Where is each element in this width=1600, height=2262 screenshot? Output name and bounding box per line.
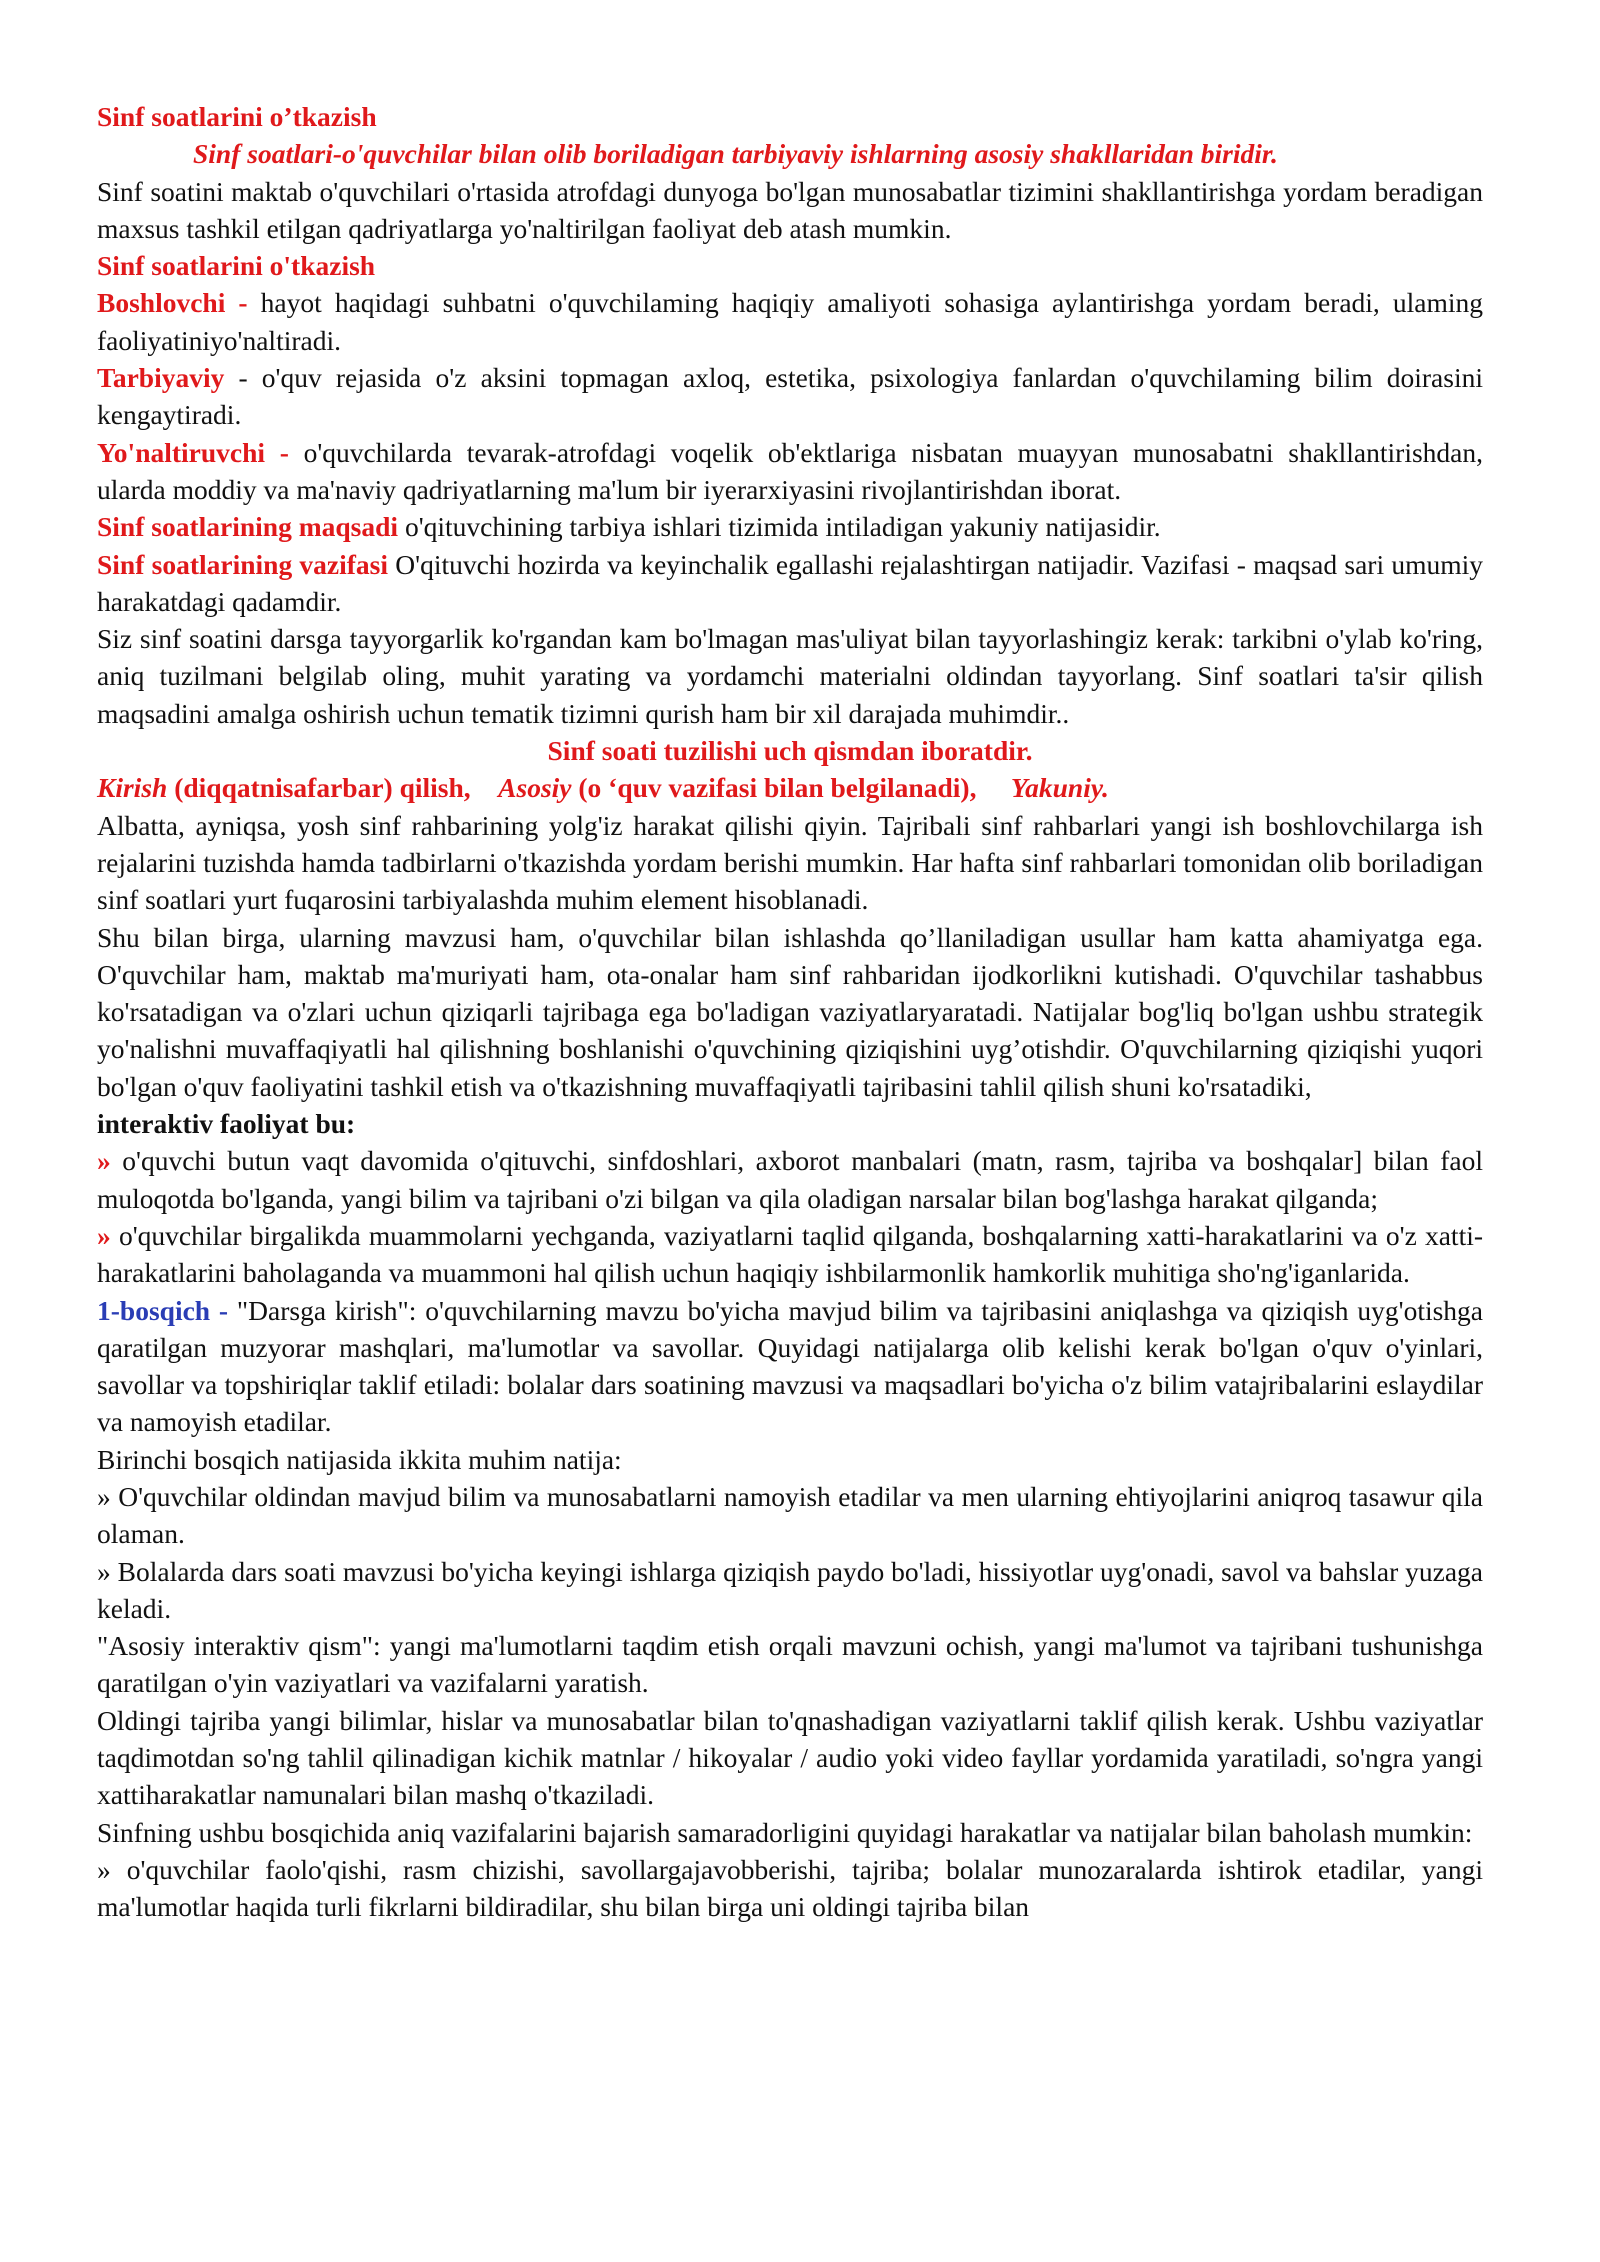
shu-paragraph: Shu bilan birga, ularning mavzusi ham, o'quvchilar bilan ishlashda qo’llaniladigan usullar ham katta ahamiyatga ega. O'quvchilar ham, maktab ma'muriyati ham, ota-onalar ham sinf rahbaridan ijodkorlikni kutishadi. O'quvchilar tashabbus ko'rsatadigan va o'zlari uchun qiziqarli tajribaga ega bo'ladigan vaziyatlaryaratadi. Natijalar bog'liq bo'lgan ushbu strategik yo'nalishni muvaffaqiyatli hal qilishning boshlanishi o'quvchining qiziqishini uyg’otishdir. O'quvchilarning qiziqishi yuqori bo'lgan o'quv faoliyatini tashkil etish va o'tkazishning muvaffaqiyatli tajribasini tahlil qilish shuni ko'rsatadiki, — [97, 921, 1483, 1102]
list-item: » O'quvchilar oldindan mavjud bilim va munosabatlarni namoyish etadilar va men ularning ehtiyojlarini aniqroq tasawur qila olaman. — [97, 1480, 1483, 1550]
term-text: O'qituvchi hozirda va keyinchalik egallashi rejalashtirgan natijadir. Vazifasi - maqsad sari umumiy harakatdagi qadamdir. — [97, 548, 1483, 617]
part-yakuniy: Yakuniy. — [1010, 772, 1109, 804]
prepare-paragraph: Siz sinf soatini darsga tayyorgarlik ko'rgandan kam bo'lmagan mas'uliyat bilan tayyorlashingiz kerak: tarkibni o'ylab ko'ring, aniq tuzilmani belgilab oling, muhit yarating va yordamchi materialni oldindan tayyorlang. Sinf soatlari ta'sir qilish maqsadini amalga oshirish uchun tematik tizimni qurish ham bir xil darajada muhimdir.. — [97, 623, 1483, 729]
term-text: o'qituvchining tarbiya ishlari tizimida intiladigan yakuniy natijasidir. — [404, 511, 1161, 543]
bullet-mark: » — [97, 1145, 111, 1177]
interactive-label: interaktiv faoliyat bu: — [97, 1108, 356, 1140]
list-item-text: o'quvchilar birgalikda muammolarni yechganda, vaziyatlarni taqlid qilganda, boshqalarning xatti-harakatlarini va o'z xatti-harakatlarini baholaganda va muammoni hal qilish uchun haqiqiy ishbilarmonlik hamkorlik muhitiga sho'ng'iganlarida. — [97, 1219, 1484, 1289]
term-tarbiyaviy — [97, 359, 1483, 434]
albatta-paragraph: Albatta, ayniqsa, yosh sinf rahbarining yolg'iz harakat qilishi qiyin. Tajribali sinf rahbarlari yangi ish boshlovchilarga ish rejalarini tuzishda hamda tadbirlarni o'tkazishda yordam berishi mumkin. Har hafta sinf rahbarlari tomonidan olib boriladigan sinf soatlari yurt fuqarosini tarbiyalashda muhim element hisoblanadi. — [97, 809, 1483, 916]
term-text: - o'quv rejasida o'z aksini topmagan axloq, estetika, psixologiya fanlardan o'quvchilaming bilim doirasini kengaytiradi. — [97, 362, 1483, 431]
stage1-paragraph — [97, 1292, 1483, 1441]
oldingi-paragraph: Oldingi tajriba yangi bilimlar, hislar va munosabatlar bilan to'qnashadigan vaziyatlarni taklif qilish kerak. Ushbu vaziyatlar taqdimotdan so'ng tahlil qilinadigan kichik matnlar / hikoyalar / audio yoki video fayllar yordamida yaratiladi, so'ngra yangi xattiharakatlar namunalari bilan mashq o'tkaziladi. — [97, 1704, 1483, 1811]
term-label: Tarbiyaviy — [97, 362, 225, 394]
document-page — [97, 98, 1483, 1926]
subtitle: Sinf soatlari-o'quvchilar bilan olib boriladigan tarbiyaviy ishlarning asosiy shakllaridan biridir. — [193, 138, 1278, 170]
term-label: Sinf soatlarining maqsadi — [97, 511, 399, 543]
stage1-label: 1-bosqich - — [97, 1294, 229, 1326]
term-boshlovchi — [97, 284, 1483, 359]
term-text: o'quvchilarda tevarak-atrofdagi voqelik ob'ektlariga nisbatan muayyan munosabatni shakllantirishdan, ularda moddiy va ma'naviy qadriyatlarning ma'lum bir iyerarxiyasini rivojlantirishdan iborat. — [97, 436, 1483, 505]
title: Sinf soatlarini o’tkazish — [97, 101, 377, 132]
asosiy-paragraph: "Asosiy interaktiv qism": yangi ma'lumotlarni taqdim etish orqali mavzuni ochish, yangi ma'lumot va tajribani tushunishga qaratilgan o'yin vaziyatlari va vazifalarni yaratish. — [97, 1630, 1483, 1699]
part-kirish: Kirish — [97, 772, 168, 804]
list-item — [97, 1142, 1483, 1217]
birinchi-paragraph: Birinchi bosqich natijasida ikkita muhim natija: — [97, 1443, 622, 1475]
term-maqsadi — [97, 508, 1483, 545]
intro-paragraph: Sinf soatini maktab o'quvchilari o'rtasida atrofdagi dunyoga bo'lgan munosabatlar tizimini shakllantirishga yordam beradigan maxsus tashkil etilgan qadriyatlarga yo'naltirilgan faoliyat deb atash mumkin. — [97, 175, 1483, 244]
stage1-text: "Darsga kirish": o'quvchilarning mavzu bo'yicha mavjud bilim va tajribasini aniqlashga va qiziqish uyg'otishga qaratilgan muzyorar mashqlari, ma'lumotlar va savollar. Quyidagi natijalarga olib kelishi kerak bo'lgan o'quv o'yinlari, savollar va topshiriqlar taklif etiladi: bolalar dars soatining mavzusi va maqsadlari bo'yicha o'z bilim vatajribalarini eslaydilar va namoyish etadilar. — [97, 1294, 1484, 1438]
part-asosiy: Asosiy — [498, 772, 572, 804]
part-kirish-desc: (diqqatnisafarbar) qilish, — [174, 772, 471, 804]
structure-parts — [97, 769, 1483, 806]
structure-heading: Sinf soati tuzilishi uch qismdan iboratdir. — [547, 735, 1033, 767]
section-heading: Sinf soatlarini o'tkazish — [97, 250, 376, 282]
term-text: hayot haqidagi suhbatni o'quvchilaming haqiqiy amaliyoti sohasiga aylantirishga yordam beradi, ulaming faoliyatiniyo'naltiradi. — [97, 287, 1483, 356]
list-item — [97, 1217, 1483, 1292]
list-item: » Bolalarda dars soati mavzusi bo'yicha keyingi ishlarga qiziqish paydo bo'ladi, hissiyotlar uyg'onadi, savol va bahslar yuzaga keladi. — [97, 1555, 1483, 1624]
term-label: Sinf soatlarining vazifasi — [97, 548, 389, 580]
term-label: Yo'naltiruvchi - — [97, 436, 289, 468]
part-asosiy-desc: (o ‘quv vazifasi bilan belgilanadi), — [578, 772, 977, 804]
sinfning-paragraph: Sinfning ushbu bosqichida aniq vazifalarini bajarish samaradorligini quyidagi harakatlar va natijalar bilan baholash mumkin: — [97, 1816, 1473, 1848]
term-vazifasi — [97, 546, 1483, 621]
list-item-text: o'quvchi butun vaqt davomida o'qituvchi, sinfdoshlari, axborot manbalari (matn, rasm, tajriba va boshqalar] bilan faol muloqotda bo'lganda, yangi bilim va tajribani o'zi bilgan va qila oladigan narsalar bilan bog'lashga harakat qilganda; — [97, 1145, 1484, 1214]
term-yonaltiruvchi — [97, 434, 1483, 509]
last-paragraph: » o'quvchilar faolo'qishi, rasm chizishi, savollargajavobberishi, tajriba; bolalar munozaralarda ishtirok etadilar, yangi ma'lumotlar haqida turli fikrlarni bildiradilar, shu bilan birga uni oldingi tajriba bilan — [97, 1853, 1483, 1923]
bullet-mark: » — [97, 1219, 111, 1251]
term-label: Boshlovchi - — [97, 287, 248, 319]
